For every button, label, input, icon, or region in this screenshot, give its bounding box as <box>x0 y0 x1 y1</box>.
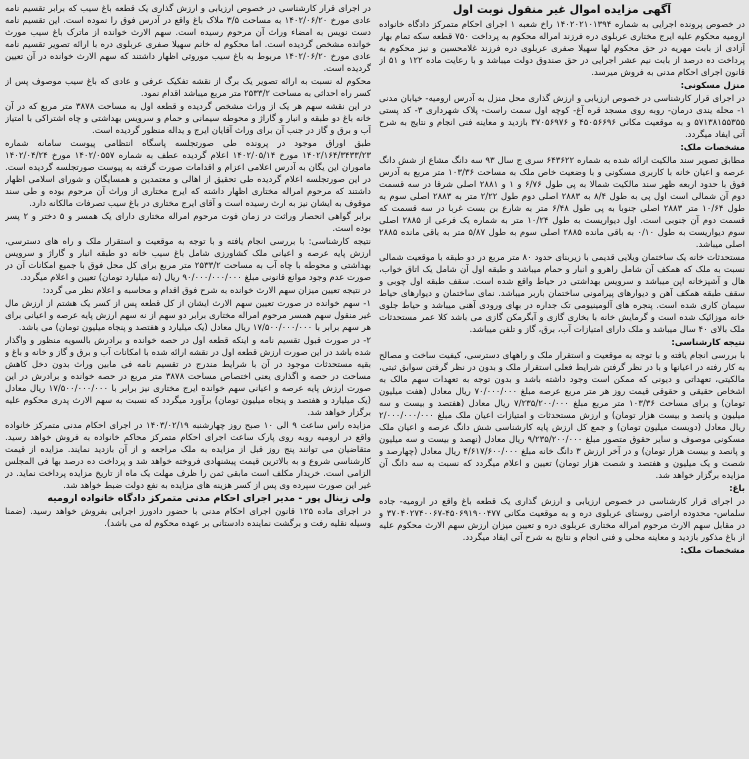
section-heading-appraisal: نتیجه کارشناسی: <box>671 338 745 348</box>
house-paragraph: در اجرای قرار کارشناسی در خصوص ارزیابی و ارزش گذاری محل منزل به آدرس ارومیه- خیابان مدنی ۱- محله یندی درمان- روبه روی مسجد قره آغ- کوچه اول سمت راست- پلاک شهرداری ۳- کد پستی ۵۷۱۳۸۱۵۵۳۵۵ و به موقعیت مکانی ۴۵۰۵۶۶۹۶ و ۳۷۰۵۶۹۷۶ بازدید و معاینه فنی انجام و نتایج به شرح آتی ایفاد میگردد. <box>379 94 745 140</box>
share-paragraph: در این نقشه سهم هر یک از وراث مشخص گردیده و قطعه اول به مساحت ۳۸۷۸ متر مربع که در آن خانه باغ دو طبقه و انبار و گاراژ و محوطه سیمانی و حمام و سرویس بهداشتی و چاه اشتراکی با امتیاز آب و برق و گاز در جنب آن برای وراث آقایان ایرج و یداله منظور گردیده است. <box>5 102 371 136</box>
garden-appraisal-paragraph: در اجرای قرار کارشناسی در خصوص ارزیابی و ارزش گذاری یک قطعه باغ سیب که برابر تقسیم نامه عادی مورخ ۱۴۰۲/۰۶/۲۰ به مساحت ۳/۵ ملاک باغ واقع در آدرس فوق را نموده است. این تقسیم نامه دست نویس به امضاء وراث آن مرحوم رسیده است. سهم الارث خوانده از ماترک باغ سیب مورث خوانده مشخص گردیده است. اما محکوم له خانم سهیلا صفری عربلوی دره با ارائه تصویر تقسیم نامه عادی مورخ ۱۴۰۲/۰۶/۲۰ مربوط به باغ سیب موروثی اظهار داشتند که سهم الارث خوانده در آن تعیین گردیده است. <box>5 4 371 74</box>
heirs-paragraph: برابر گواهی انحصار وراثت در زمان فوت مرحوم امراله مختاری دارای یک همسر و ۵ دختر و ۲ پسر بوده است. <box>5 212 371 234</box>
garden-paragraph: در اجرای قرار کارشناسی در خصوص ارزیابی و ارزش گذاری یک قطعه باغ واقع در ارومیه- جاده سلماس- محدوده اراضی روستای عربلوی دره و به موقعیت مکانی ۴۵۰۶۹۱۹۰۰۴۷۷-۳۷۰۴۰۲۷۴۰۰۶۷ و در مقابل سهم الارث مرحوم امراله مختاری عربلوی دره و تعیین میزان ارزش سهم الارث محکوم علیه از باغ مذکور بازدید و معاینه محلی و فنی انجام و نتایج به شرح آتی ایفاد میگردد. <box>379 497 745 543</box>
map-paragraph: محکوم له نسبت به ارائه تصویر یک برگ از نقشه تفکیک عرفی و عادی که باغ سیب موصوف پس از کسر راه احداثی به مساحت ۲۵۳۳/۲ متر مربع میباشد اقدام نمود. <box>5 77 371 99</box>
share-option-2: ۲- در صورت قبول تقسیم نامه و اینکه قطعه اول در حصه خوانده و برادرش بالسویه منظور و واگذار شده باشد در این صورت ارزش قطعه اول در نقشه ارائه شده با امکانات آب و برق و گاز و خانه و باغ و بقیه مستحدثات موجود در آن با شرایط مندرج در تقسیم نامه فی مابین وراث بدون دخل کاهش مساحت در حصه و اگذاری یعنی اختصاص مساحت ۳۸۷۸ متر مربع در حصه خوانده و برادرش در این صورت ارزش پایه عرصه و اعیانی سهم خوانده ایرج مختاری نیز برابر با ۱۷/۵۰۰/۰۰۰/۰۰۰ ریال معادل (یک میلیارد و هفتصد و پنجاه میلیون تومان) برآورد میگردد که نسبت به سهم الارث پدری محکوم علیه برگزار خواهد شد. <box>5 336 371 418</box>
garden-result-paragraph: نتیجه کارشناسی: با بررسی انجام یافته و با توجه به موقعیت و استقرار ملک و راه های دسترسی، ارزش پایه عرصه و اعیانی ملک کشاورزی شامل باغ سیب خانه دو طبقه انبار و گاراژ و سرویس بهداشتی و محوطه با چاه آب به مساحت ۲۵۳۳/۲ متر مربع برای کل محل فوق با جمیع امکانات آن در صورت عدم وجود موانع قانونی مبلغ ۹۰/۰۰۰/۰۰۰/۰۰۰ ریال (نه میلیارد تومان) تعیین و اعلام میگردد. <box>5 237 371 283</box>
intro-paragraph: در خصوص پرونده اجرایی به شماره ۱۴۰۲۰۲۱۰۱۳۹۴ راخ شعبه ۱ اجرای احکام متمرکز دادگاه خانواده ارومیه محکوم علیه ایرج مختاری عربلوی دره فرزند امراله محکوم به پرداخت ۷۵۰ قطعه سکه تمام بهار آزادی از بابت مهریه در حق محکوم لها سهیلا صفری عربلوی دره فرزند غلامحسین و نیز محکوم به پرداخت ده درصد از بابت نیم عشر اجرایی در حق صندوق دولت میباشد و با رعایت ماده ۱۲۲ و ۵۱ از قانون اجرای احکام مدنی به فروش میرسد. <box>379 20 745 78</box>
signature-line: ولی زینال پور - مدیر اجرای احکام مدنی متمرکز دادگاه خانواده ارومیه <box>47 493 371 504</box>
share-option-1: ۱- سهم خوانده در صورت تعیین سهم الارث ایشان از کل قطعه پس از کسر یک هشتم از ارزش مال غیر منقول سهم همسر مرحوم امراله مختاری برابر دو سهم از نه سهم ارزش پایه عرصه و اعیانی برای هر سهم برابر با ۱۷/۵۰۰/۰۰۰/۰۰۰ ریال معادل (یک میلیارد و هفتصد و پنجاه میلیون تومان) می باشد. <box>5 299 371 333</box>
buildings-paragraph: مستحدثات خانه یک ساختمان ویلایی قدیمی با زیربنای حدود ۸۰ متر مربع در دو طبقه با موقعیت شمالی نسبت به ملک که همکف آن شامل راهرو و انبار و حمام میباشد و طبقه اول آن شامل یک اتاق خواب، هال و آشپزخانه اپن میباشد و سرویس بهداشتی در حیاط واقع شده است. سقف طبقه اول چوبی و سقف طبقه همکف آهن و دیوارهای پیرامونی ساختمان باربر میباشد. نمای ساختمان و دیوارهای حیاط سیمان کاری شده است. پنجره های آلومینیومی تک جداره در بهای ورودی آهنی میباشد و حیاط جلوی خانه موزائیک شده است و گرمایش خانه با بخاری گازی و آبگرمکن گازی می باشد کلا عمر مستحدثات ملک بالای ۴۰ سال میباشد و ملک دارای امتیازات آب، برق، گاز و تلفن میباشد. <box>379 253 745 335</box>
police-report-paragraph: طبق اوراق موجود در پرونده طی صورتجلسه پاسگاه انتظامی پیوست سامانه شماره ۱۴۰۲/۱۶۴/۳۴۳۳/۲۳ مورخ ۱۴۰۲/۰۵/۱۴ اعلام گردیده عطف به شماره ۱۴۰۲/۰۵۵۷ مورخ ۱۴۰۲/۰۴/۲۴ ماموران این یگان به آدرس اعلامی اعزام و اقدامات صورت گرفته به پیوست صورتجلسه گردیده است. در این صورتجلسه اعلام گردیده طی تحقیق از اهالی و معتمدین و همسایگان و شورای اسلامی اظهار داشتند که مرحوم امراله مختاری اظهار داشته که ایرج مختاری از وراث آن مرحوم بوده و طی سند موقوف به ایشان نیز به ارث رسیده است و آقای ایرج مختاری در باغ سیب تصرفات مالکانه دارد. <box>5 139 371 209</box>
columns <box>4 3 745 756</box>
section-heading-garden: باغ: <box>729 484 745 494</box>
section-heading-house: منزل مسکونی: <box>680 81 745 91</box>
notice-title: آگهی مزایده اموال غیر منقول نوبت اول <box>452 3 672 16</box>
section-heading-property-specs: مشخصات ملک: <box>680 143 745 153</box>
right-column <box>379 3 745 756</box>
footer-paragraph: در اجرای ماده ۱۲۵ قانون اجرای احکام مدنی با حضور دادورز اجرایی بفروش خواهد رسید. (ضمنا وسیله نقلیه رفت و برگشت نماینده دادستانی بر عهده محکوم له می باشد). <box>5 507 371 529</box>
section-heading-garden-specs: مشخصات ملک: <box>680 546 745 556</box>
share-calc-paragraph: در نتیجه تعیین میزان سهم الارث خوانده به شرح فوق اقدام و محاسبه و اعلام نظر می گردد: <box>42 286 371 296</box>
auction-terms-paragraph: مزایده راس ساعت ۹ الی ۱۰ صبح روز چهارشنبه ۱۴۰۳/۰۲/۱۹ در اجرای احکام مدنی متمرکز خانواده واقع در ارومیه روبه روی پارک ساعت اجرای احکام متمرکز محاکم خانواده به فروش خواهد رسید. متقاضیان می توانند پنج روز قبل از مزایده به ملک مراجعه و از آن بازدید نمایند. مزایده از قیمت کارشناسی شروع و به بالاترین قیمت پیشنهادی فروخته خواهد شد و پرداخت ده درصد بها فی المجلس الزامی است. خریدار مکلف است مابقی ثمن را ظرف مهلت یک ماه از تاریخ مزایده پرداخت نماید. در غیر این صورت سپرده وی پس از کسر هزینه های مزایده به نفع دولت ضبط خواهد شد. <box>5 421 371 491</box>
left-column <box>5 3 371 756</box>
appraisal-paragraph: با بررسی انجام یافته و با توجه به موقعیت و استقرار ملک و راههای دسترسی، کیفیت ساخت و مصالح به کار رفته در اعیانها و با در نظر گرفتن شرایط فعلی استقرار ملک و بدون در نظر گرفتن سوابق ثبتی، مالکیتی، تعهداتی و دیونی که ممکن است وجود داشته باشد و بدون توجه به تعهدات سهم مالک به اشخاص حقیقی و حقوقی قیمت روز هر متر مربع عرصه مبلغ ۷۰/۰۰۰/۰۰۰ ریال معادل (هفت میلیون تومان) و برای مساحت ۱۰۳/۳۶ متر مربع مبلغ ۷/۲۳۵/۲۰۰/۰۰۰ ریال معادل (هفتصد و بیست و سه میلیون و پانصد و بیست هزار تومان) و ارزش مستحدثات و امتیازات اعیان ملک مبلغ ۲/۰۰۰/۰۰۰/۰۰۰ ریال معادل (دویست میلیون تومان) و جمع کل ارزش پایه کارشناسی شش دانگ عرصه و اعیان ملک مسکونی موصوف و سایر حقوق متصور مبلغ ۹/۲۳۵/۲۰۰/۰۰۰ ریال معادل (نهصد و بیست و سه میلیون و پانصد و بیست هزار تومان) و در آخر ارزش ۳ دانگ خانه مبلغ ۴/۶۱۷/۶۰۰/۰۰۰ ریال معادل (چهارصد و شصت و یک میلیون و هفتصد و شصت هزار تومان) تعیین و اعلام میگردد که نسبت به سه دانگ آن مزایده برگزار خواهد شد. <box>379 351 745 481</box>
property-specs-paragraph: مطابق تصویر سند مالکیت ارائه شده به شماره ۶۴۳۶۲۲ سری ج سال ۹۳ سه دانگ مشاع از شش دانگ عرصه و اعیان خانه با کاربری مسکونی و با وضعیت خاص ملک به مساحت ۱۰۳/۳۶ متر مربع به آدرس فوق با حدود اربعه ظهر سند مالکیت شمالا به پی طول ۶/۷۶ و ۱ و ۲۸۸۱ اصلی شرقا در سه قسمت دوم آن شمالی است اول پی به طول ۸/۴ به ۲۸۸۳ اصلی دوم طول ۲/۲۲ متر به ۲۸۸۳ اصلی سوم به طول ۱۰/۶۴ متر ۲۸۸۳ اصلی جنوبا به پی طول ۶/۴۸ متر به شارع بن بست غربا در سه قسمت که قسمت دوم آن جنوبی است. اول دیواریست به طول ۱۰/۲۴ متر به شماره یک فرعی از ۲۸۸۵ اصلی سوم دیواریست به طول ۰/۱۰ به باقی مانده ۲۸۸۵ اصلی سوم به طول ۵/۸۷ متر به باقی مانده ۲۸۸۵ اصلی میباشد. <box>379 156 745 250</box>
